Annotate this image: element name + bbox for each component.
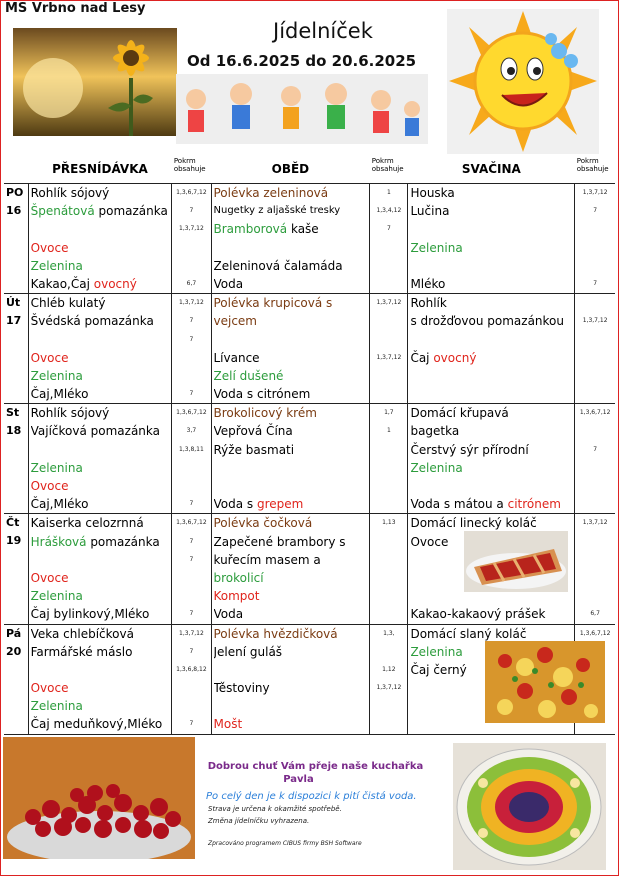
allergen-column-header: Pokrm obsahuje [172,154,211,184]
allergen-code [577,459,613,477]
menu-item [31,661,170,679]
menu-item: Ovoce [30,479,69,493]
menu-item [410,367,572,385]
snack1-cell [28,514,172,624]
allergen-code: 1,3, [383,629,395,637]
allergen-code [174,587,208,605]
allergen-code: 1,3,7,12 [582,189,608,196]
menu-item [214,477,368,495]
allergen-code [174,257,208,275]
lunch-cell [211,294,370,404]
allergen-code [174,477,208,495]
allergen-code: 1,13 [382,519,396,527]
allergen-code: 7 [189,317,194,325]
menu-item: Zelenina [30,258,83,273]
menu-item: Zelenina [410,240,463,255]
menu-item: Vepřová Čína [213,424,293,439]
day-label [4,404,28,514]
menu-item-part: kaše [287,222,319,237]
menu-item: Lívance [213,350,260,365]
allergen-code [174,349,208,367]
allergen-code: 1,3,6,8,12 [176,665,207,673]
allergen-cell [370,404,408,514]
menu-item [214,459,368,477]
menu-item [214,495,368,513]
day-row [4,404,615,514]
allergen-code [577,569,613,587]
page-title: Jídelníček [273,19,373,43]
snack1-cell [28,624,172,734]
allergen-code [372,643,405,661]
date-range: Od 16.6.2025 do 20.6.2025 [187,52,417,70]
menu-item: Lučina [410,204,450,219]
allergen-code [174,459,208,477]
menu-item [31,202,170,220]
allergen-code: 7 [189,537,194,545]
allergen-code [372,385,405,403]
menu-item [31,551,170,569]
menu-item: Rohlík sójový [30,186,110,200]
cranberries-image [3,737,195,859]
change-note: Změna jídelníčku vyhrazena. [208,817,310,825]
day-column-header [4,154,28,184]
menu-item: Ovoce [30,350,69,365]
allergen-code [372,551,405,569]
allergen-code [577,367,613,385]
allergen-code [372,569,405,587]
menu-item: Zelenina [30,368,83,383]
table-header-row [4,154,615,184]
snack2-cell [408,404,575,514]
allergen-code [577,587,613,605]
allergen-code [174,239,208,257]
menu-item: Rohlík sójový [30,406,110,421]
allergen-code [577,349,613,367]
menu-item: Polévka krupicová s [213,296,333,311]
allergen-code: 7 [189,390,194,398]
cook-name: Pavla [283,774,314,785]
snack1-cell [28,294,172,404]
day-label [4,514,28,624]
menu-item-part: Kakao,Čaj [30,276,94,291]
menu-item [410,220,572,238]
day-row [4,294,615,404]
allergen-code [372,697,405,715]
allergen-code: 1,3,6,7,12 [176,189,207,196]
allergen-code [372,459,405,477]
allergen-code: 1,3,7,12 [376,299,402,307]
allergen-code [577,220,613,238]
snack1-column-header: PŘESNÍDÁVKA [28,154,172,184]
allergen-cell [370,624,408,734]
allergen-code: 1,3,7,12 [582,519,608,527]
menu-item: Rohlík [410,296,447,311]
menu-item [31,331,170,349]
allergen-code [174,697,208,715]
menu-item: Veka chlebíčková [30,626,134,641]
menu-item [214,661,368,679]
menu-item: Čaj bylinkový,Mléko [30,607,150,622]
menu-item: Mléko [410,276,446,291]
menu-item: Čerstvý sýr přírodní [410,442,529,457]
allergen-code: 1,3,6,7,12 [579,629,611,637]
allergen-cell [370,184,408,294]
snack2-column-header: SVAČINA [408,154,575,184]
menu-item [31,441,170,459]
menu-item: Ovoce [30,570,69,585]
allergen-code [577,257,613,275]
allergen-code: 7 [386,225,391,233]
allergen-code: 7 [189,500,194,508]
menu-item: Švédská pomazánka [30,314,154,329]
menu-item [31,275,170,293]
allergen-code: 1,12 [382,665,396,673]
allergen-code [174,679,208,697]
day-abbr: Čt [6,516,20,530]
menu-item-part: grepem [256,497,304,512]
day-abbr: PO [6,186,24,199]
menu-item: Ovoce [410,534,449,549]
menu-item: Domácí křupavá [410,406,509,421]
allergen-code [372,587,405,605]
menu-item: Domácí slaný koláč [410,626,527,641]
allergen-code [372,441,405,459]
menu-item [410,257,572,275]
allergen-code: 7 [189,610,194,618]
menu-item: s drožďovou pomazánkou [410,314,564,329]
menu-item [410,349,572,367]
menu-item [410,385,572,403]
menu-item: Jelení guláš [213,644,283,659]
allergen-code [577,477,613,495]
allergen-cell [172,624,211,734]
menu-item: Voda [213,607,244,622]
allergen-code: 1,3,4,12 [376,207,402,215]
allergen-code [577,385,613,403]
water-note: Po celý den je k dispozici k pití čistá voda. [206,791,417,802]
menu-item: Polévka zeleninová [213,186,329,200]
allergen-cell [172,294,211,404]
menu-item: Čaj,Mléko [30,497,89,512]
menu-item-part: citrónem [507,497,561,512]
menu-item [31,220,170,238]
menu-item: Ovoce [30,240,69,255]
allergen-code [372,367,405,385]
allergen-code: 7 [593,279,598,287]
menu-item [410,477,572,495]
school-name: MS Vrbno nad Lesy [5,1,146,16]
linzer-cake-image [464,531,568,592]
menu-item: Farmářské máslo [30,644,133,659]
allergen-column-header: Pokrm obsahuje [370,154,408,184]
savory-pie-image [485,641,605,723]
snack2-cell [408,184,575,294]
allergen-code: 7 [593,445,598,453]
menu-item [31,533,170,551]
menu-item-part: Špenátová [30,204,95,219]
menu-item-part: Hrášková [30,534,87,549]
snack1-cell [28,404,172,514]
allergen-code: 6,7 [186,279,197,287]
day-number: 19 [6,534,22,548]
day-number: 18 [6,424,22,438]
menu-item: Zelenina [30,699,83,714]
menu-item: Brokolicový krém [213,406,317,421]
menu-item: Houska [410,186,455,200]
menu-item: Kakao-kakaový prášek [410,607,546,622]
menu-item-part: ovocný [93,276,137,291]
allergen-code: 1 [386,189,391,196]
menu-item [214,239,368,257]
lunch-cell [211,404,370,514]
allergen-cell [575,404,615,514]
menu-item: Ovoce [30,681,69,696]
allergen-code [174,569,208,587]
menu-item-part: pomazánka [94,204,168,219]
lunch-cell [211,184,370,294]
allergen-code [577,422,613,440]
menu-item: Zelenina [30,589,83,604]
menu-item: Čaj meduňkový,Mléko [30,717,163,732]
allergen-code: 3,7 [186,427,197,435]
allergen-code [577,294,613,312]
allergen-cell [370,294,408,404]
menu-item: bagetka [410,424,460,439]
allergen-code: 7 [189,335,194,343]
allergen-code: 7 [593,207,598,215]
day-number: 20 [6,644,22,658]
menu-item [214,697,368,715]
menu-item [410,495,572,513]
menu-item-part: pomazánka [86,534,160,549]
day-abbr: Út [6,296,21,310]
software-credit: Zpracováno programem CIBUS firmy BSH Software [208,840,362,847]
day-number: 17 [6,314,22,328]
allergen-code: 1,3,7,12 [179,225,204,233]
allergen-code: 1,3,7,12 [376,353,402,361]
allergen-code [372,495,405,513]
lunch-cell [211,514,370,624]
menu-item: brokolicí [213,570,264,585]
allergen-code [372,312,405,330]
menu-item [410,331,572,349]
greeting-text: Dobrou chuť Vám přeje naše kuchařka [207,761,424,772]
allergen-code [372,275,405,293]
allergen-cell [172,514,211,624]
allergen-code: 1,3,7,12 [582,317,608,325]
consumption-note: Strava je určena k okamžité spotřebě. [208,805,342,813]
allergen-code: 1,3,6,7,12 [176,409,207,417]
allergen-code [577,551,613,569]
allergen-code [372,257,405,275]
menu-item: Mošt [213,717,243,732]
menu-item: Vajíčková pomazánka [30,424,160,439]
allergen-code [577,495,613,513]
allergen-code [372,605,405,623]
footer-text [206,761,431,847]
allergen-code: 6,7 [590,610,600,618]
allergen-code [577,331,613,349]
menu-item: Polévka čočková [213,516,313,531]
allergen-code: 1,3,7,12 [179,629,204,637]
day-number: 16 [6,204,22,217]
allergen-cell [172,184,211,294]
allergen-code: 7 [189,207,194,215]
allergen-code: 7 [189,720,194,728]
menu-item-part: Voda s mátou a [410,497,508,512]
allergen-code: 1,3,7,12 [376,684,402,692]
allergen-code [577,239,613,257]
allergen-code: 7 [189,555,194,563]
menu-item: Kompot [213,589,260,604]
allergen-code [577,533,613,551]
kids-clipart [176,74,428,144]
menu-item: Zeleninová čalamáda [213,258,343,273]
menu-item: Kaiserka celozrnná [30,516,144,531]
allergen-cell [370,514,408,624]
sun-clipart [447,9,599,154]
fruit-platter-image [453,743,606,870]
day-abbr: St [6,406,20,420]
menu-item: Chléb kulatý [30,296,106,311]
day-row [4,184,615,294]
menu-item [214,331,368,349]
allergen-code: 1,3,6,7,12 [176,519,207,527]
menu-item: Nugetky z aljašské tresky [213,205,341,217]
allergen-column-header: Pokrm obsahuje [575,154,615,184]
menu-item: Čaj černý [410,662,467,677]
allergen-code [372,715,405,733]
allergen-code [372,331,405,349]
menu-item: Rýže basmati [213,442,295,457]
menu-item: Domácí linecký koláč [410,516,537,531]
day-label [4,624,28,734]
menu-item-part: ovocný [433,350,477,365]
allergen-code: 1,3,7,12 [179,299,204,307]
menu-item: Zelenina [410,644,463,659]
menu-item-part: Voda s [213,497,257,512]
allergen-code: 1,3,6,7,12 [579,409,611,417]
menu-item: Zelenina [410,460,463,475]
allergen-cell [575,184,615,294]
menu-item: Zelenina [30,460,83,475]
day-abbr: Pá [6,626,22,640]
menu-item: Voda [213,276,244,291]
menu-item: Voda s citrónem [213,387,311,402]
allergen-cell [575,514,615,624]
lunch-cell [211,624,370,734]
menu-item-part: Čaj [410,350,434,365]
menu-item-part: Bramborová [213,222,288,237]
menu-item: Těstoviny [213,681,270,696]
snack2-cell [408,294,575,404]
day-label [4,294,28,404]
lunch-column-header: OBĚD [211,154,370,184]
snack1-cell [28,184,172,294]
allergen-code: 1,7 [384,409,394,417]
allergen-code: 1,3,8,11 [179,445,204,453]
sunflower-image [13,28,177,136]
allergen-code [372,477,405,495]
allergen-code [372,239,405,257]
menu-item [214,220,368,238]
allergen-code [372,533,405,551]
allergen-code: 7 [189,647,194,655]
menu-item: kuřecím masem a [213,552,321,567]
menu-item: Čaj,Mléko [30,387,89,402]
day-label [4,184,28,294]
allergen-code [174,367,208,385]
menu-item: Zapečené brambory s [213,534,346,549]
menu-item: vejcem [213,314,257,329]
menu-item: Zelí dušené [213,368,284,383]
allergen-cell [172,404,211,514]
allergen-cell [575,294,615,404]
allergen-code: 1 [386,427,391,435]
menu-item: Polévka hvězdičková [213,626,338,641]
